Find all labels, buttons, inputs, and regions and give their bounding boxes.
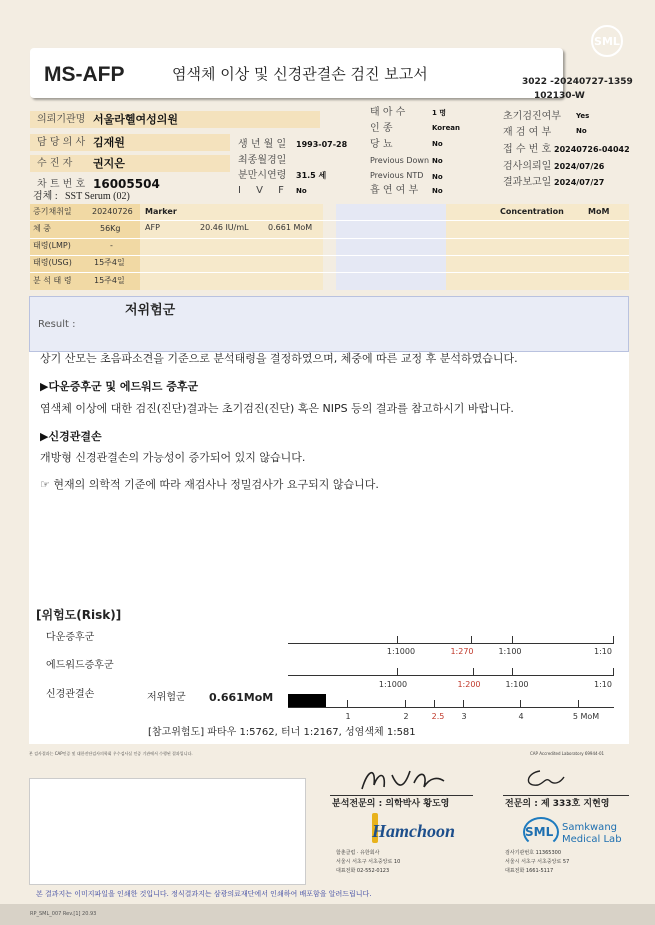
signature-line <box>503 795 629 796</box>
accreditation-note: 본 검사결과는 CAP인증 및 대한진단검사의학회 우수검사실 인증 기관에서 수행된 결과입니다. <box>29 751 193 756</box>
analysis-ga-label: 분 석 태 령 <box>33 276 72 285</box>
tick <box>578 700 579 708</box>
marker-header: Marker <box>145 207 177 216</box>
edd-age-label: 분만시연령 <box>238 170 287 181</box>
institution-value: 서울라헬여성의원 <box>93 113 179 126</box>
patient-name: 권지은 <box>93 157 125 170</box>
dob-label: 생 년 월 일 <box>238 139 287 150</box>
doctor-label: 담 당 의 사 <box>37 137 86 148</box>
lmp-ga-label: 태령(LMP) <box>33 241 71 250</box>
edwards-tick-label: 1:10 <box>594 680 612 689</box>
risk-title: [위험도(Risk)] <box>36 608 122 622</box>
tick <box>473 668 474 676</box>
sml-logo-line2: Medical Lab <box>562 834 622 845</box>
row-divider <box>30 255 629 256</box>
analysis-ga-value: 15주4일 <box>94 276 125 285</box>
ntd-tick-label: 4 <box>518 712 524 721</box>
ntd-risk-value: 저위험군 <box>147 692 186 703</box>
tick <box>397 668 398 676</box>
usg-value: 15주4일 <box>94 258 125 267</box>
race-label: 인 종 <box>370 123 393 134</box>
result-value: 저위험군 <box>125 303 176 318</box>
ntd-mom-value: 0.661MoM <box>209 691 274 704</box>
reference-risk: [참고위험도] 파타우 1:5762, 터너 1:2167, 성염색체 1:581 <box>148 727 416 738</box>
prev-ntd-value: No <box>432 173 443 181</box>
measure-marker-bg <box>140 204 323 290</box>
diabetes-label: 당 뇨 <box>370 139 393 150</box>
edwards-tick-label: 1:100 <box>505 680 529 689</box>
ntd-tick-label: 5 MoM <box>572 712 600 721</box>
specimen-label: 검체 : <box>33 191 58 202</box>
down-tick-label: 1:270 <box>450 647 474 656</box>
tick <box>471 636 472 644</box>
down-risk-label: 다운증후군 <box>46 632 95 643</box>
row-divider <box>30 272 629 273</box>
smoking-value: No <box>432 187 443 195</box>
usg-label: 태령(USG) <box>33 258 72 267</box>
footer-bar <box>0 904 655 925</box>
fetus-value: 1 명 <box>432 109 447 117</box>
diabetes-value: No <box>432 140 443 148</box>
section-ntd: ▶신경관결손 <box>40 430 102 443</box>
first-screen-label: 초기검진여부 <box>503 111 561 122</box>
ntd-tick-label: 2 <box>403 712 409 721</box>
ntd-tick-label: 3 <box>461 712 467 721</box>
tick <box>434 700 435 708</box>
race-value: Korean <box>432 124 461 132</box>
tick <box>613 668 614 676</box>
report-id: 3022 -20240727-1359 <box>522 77 633 87</box>
tick <box>397 636 398 644</box>
institution-label: 의뢰기관명 <box>37 114 86 125</box>
marker-mom: 0.661 MoM <box>268 223 313 232</box>
row-divider <box>30 220 629 221</box>
down-tick-label: 1:1000 <box>386 647 416 656</box>
edd-age-value: 31.5 세 <box>296 171 327 180</box>
test-name: MS-AFP <box>44 63 125 86</box>
patient-label: 수 진 자 <box>37 158 73 169</box>
measure-blank-bg <box>336 204 446 290</box>
fetus-label: 태 아 수 <box>370 107 406 118</box>
hamchoon-logo: Hamchoon <box>372 821 456 841</box>
retest-value: No <box>576 127 587 135</box>
weight-value: 56Kg <box>100 224 121 233</box>
down-tick-label: 1:100 <box>498 647 522 656</box>
accession-value: 20240726-04042 <box>554 145 630 154</box>
tick <box>520 700 521 708</box>
collect-label: 증기채취일 <box>33 207 72 216</box>
doctor-value: 김재원 <box>93 136 125 149</box>
ntd-risk-label: 신경관결손 <box>46 689 95 700</box>
down-tick-label: 1:10 <box>594 647 612 656</box>
accession-label: 접 수 번 호 <box>503 144 552 155</box>
tick <box>613 636 614 644</box>
sml-brand-logo: SML <box>591 25 623 57</box>
result-line-2: 염색체 이상에 대한 검진(진단)결과는 초기검진(진단) 혹은 NIPS 등의 결과를 참고하시기 바랍니다. <box>40 402 514 415</box>
ivf-label: I V F <box>238 185 290 196</box>
specialist-signature <box>520 765 580 791</box>
smoking-label: 흡 연 여 부 <box>370 185 419 196</box>
memo-box <box>29 778 306 885</box>
marker-name: AFP <box>145 223 160 232</box>
tick <box>463 700 464 708</box>
result-line-4: ☞ 현재의 의학적 기준에 따라 재검사나 정밀검사가 요구되지 않습니다. <box>40 478 379 491</box>
chart-label: 차 트 번 호 <box>37 179 86 190</box>
sml-logo-text: SML <box>525 825 554 839</box>
weight-label: 체 중 <box>33 224 51 233</box>
edwards-risk-label: 에드워드증후군 <box>46 660 114 671</box>
collect-value: 20240726 <box>92 207 133 216</box>
concentration-header: Concentration <box>500 207 564 216</box>
result-line-1: 상기 산모는 초음파소견을 기준으로 분석태령을 결정하였으며, 체중에 따른 교정 후 분석하였습니다. <box>40 352 518 365</box>
result-line-3: 개방형 신경관결손의 가능성이 증가되어 있지 않습니다. <box>40 451 306 464</box>
section-down-edwards: ▶다운증후군 및 에드워드 증후군 <box>40 380 199 393</box>
lmp-ga-value: - <box>110 241 113 250</box>
tick <box>347 700 348 708</box>
hamchoon-address: 함춘클럽 · 유한회사 <box>336 850 380 856</box>
analyst-title: 분석전문의 : 의학박사 황도영 <box>332 799 450 809</box>
first-screen-value: Yes <box>576 112 590 120</box>
ntd-tick-label: 2.5 <box>431 712 445 721</box>
dob-value: 1993-07-28 <box>296 140 348 149</box>
result-box <box>29 296 629 352</box>
ntd-risk-bar <box>288 694 326 707</box>
request-date-value: 2024/07/26 <box>554 162 605 171</box>
tick <box>405 700 406 708</box>
result-label: Result : <box>38 319 76 330</box>
request-date-label: 검사의뢰일 <box>503 161 552 172</box>
down-risk-axis <box>288 643 614 644</box>
bottom-note: 본 결과지는 이미지파일을 인쇄한 것입니다. 정식결과지는 삼광의료재단에서 인쇄하여 배포함을 알려드립니다. <box>36 890 372 898</box>
chart-number: 16005504 <box>93 177 160 191</box>
report-date-label: 결과보고일 <box>503 177 552 188</box>
sml-address: 대표전화 1661-5117 <box>505 868 554 874</box>
edwards-tick-label: 1:200 <box>457 680 481 689</box>
sml-address: 검사기관번호 11365300 <box>505 850 562 856</box>
report-date-value: 2024/07/27 <box>554 178 605 187</box>
prev-down-label: Previous Down <box>370 156 430 165</box>
lmp-label: 최종월경일 <box>238 155 287 166</box>
sml-logo-line1: Samkwang <box>562 822 617 833</box>
hamchoon-address: 서울시 서초구 서초중앙로 10 <box>336 859 401 865</box>
retest-label: 재 검 여 부 <box>503 127 552 138</box>
measure-conc-bg <box>446 204 629 290</box>
report-title: 염색체 이상 및 신경관결손 검진 보고서 <box>172 65 428 83</box>
tick <box>512 636 513 644</box>
tick <box>512 668 513 676</box>
hamchoon-address: 대표전화 02-552-0123 <box>336 868 390 874</box>
sml-address: 서울시 서초구 서초중앙로 57 <box>505 859 570 865</box>
analyst-signature <box>358 763 448 795</box>
cap-note: CAP Accredited Laboratory 69944-01 <box>530 751 605 756</box>
specimen-value: SST Serum (02) <box>65 191 130 202</box>
edwards-risk-axis <box>288 675 614 676</box>
marker-value: 20.46 IU/mL <box>200 223 249 232</box>
ntd-tick-label: 1 <box>345 712 351 721</box>
prev-down-value: No <box>432 157 443 165</box>
form-code: RP_SML_007 Rev.[1] 20.93 <box>30 911 97 917</box>
row-divider <box>30 238 629 239</box>
ntd-risk-axis <box>288 707 614 708</box>
signature-line <box>330 795 473 796</box>
prev-ntd-label: Previous NTD <box>370 171 424 180</box>
specialist-title: 전문의 : 제 333호 지현영 <box>505 799 610 809</box>
ivf-value: No <box>296 187 307 195</box>
report-id-sub: 102130-W <box>534 91 585 101</box>
mom-header: MoM <box>588 207 610 216</box>
edwards-tick-label: 1:1000 <box>378 680 408 689</box>
